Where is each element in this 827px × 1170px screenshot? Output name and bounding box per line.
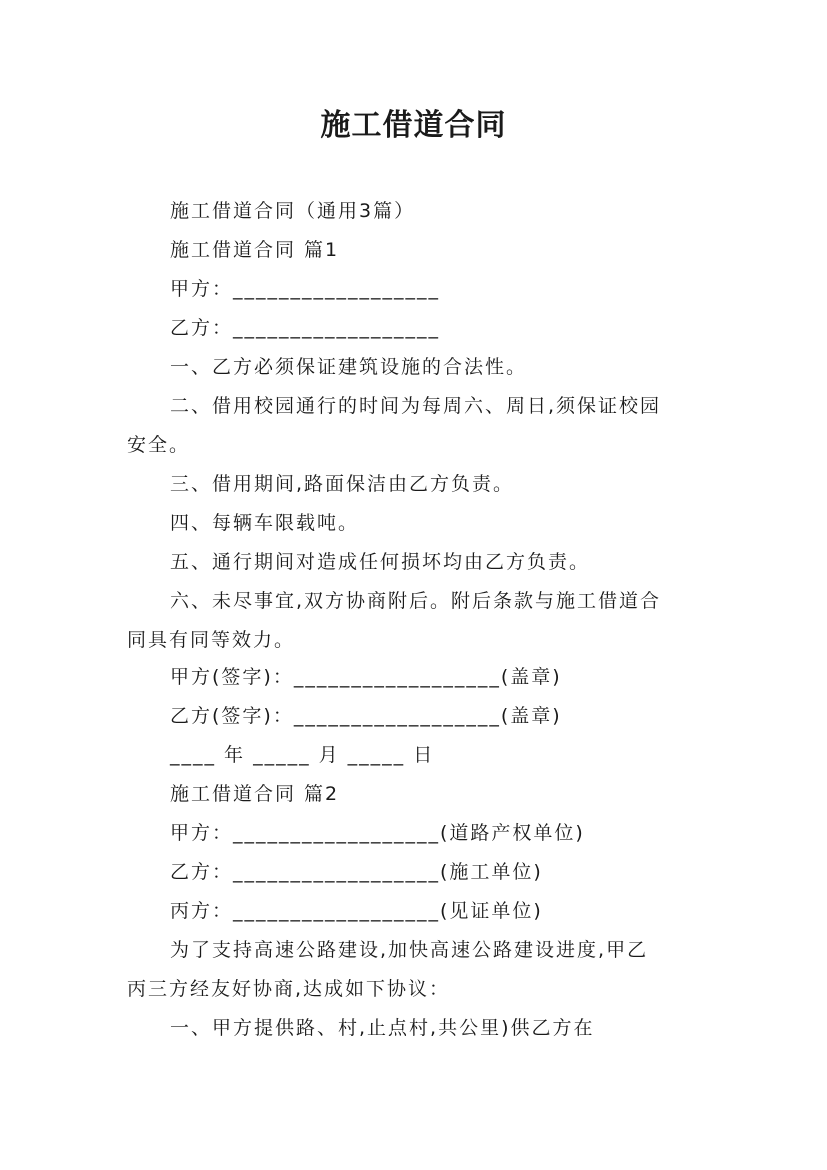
section-heading-1: 施工借道合同 篇1 — [170, 239, 340, 261]
clause-6-continued: 同具有同等效力。 — [127, 629, 296, 651]
clause-6: 六、未尽事宜,双方协商附后。附后条款与施工借道合 — [170, 590, 662, 612]
document-title: 施工借道合同 — [320, 108, 507, 143]
section-heading-2: 施工借道合同 篇2 — [170, 783, 340, 805]
intro-paragraph: 为了支持高速公路建设,加快高速公路建设进度,甲乙 — [170, 939, 649, 961]
subtitle-line: 施工借道合同（通用3篇） — [170, 200, 416, 222]
clause-1: 一、乙方必须保证建筑设施的合法性。 — [170, 356, 528, 378]
party-b-signature-line: 乙方(签字)：__________________(盖章) — [170, 705, 562, 727]
section-2-clause-1: 一、甲方提供路、村,止点村,共公里)供乙方在 — [170, 1017, 595, 1039]
party-a-road-owner-line: 甲方：__________________(道路产权单位) — [170, 822, 585, 844]
clause-4: 四、每辆车限载吨。 — [170, 512, 360, 534]
party-a-line: 甲方：__________________ — [170, 278, 441, 300]
intro-paragraph-continued: 丙三方经友好协商,达成如下协议： — [127, 978, 451, 1000]
clause-2-continued: 安全。 — [127, 434, 191, 456]
date-line: ____ 年 _____ 月 _____ 日 — [170, 744, 435, 766]
party-b-line: 乙方：__________________ — [170, 317, 441, 339]
clause-2: 二、借用校园通行的时间为每周六、周日,须保证校园 — [170, 395, 662, 417]
party-a-signature-line: 甲方(签字)：__________________(盖章) — [170, 666, 562, 688]
party-c-witness-line: 丙方：__________________(见证单位) — [170, 900, 543, 922]
clause-5: 五、通行期间对造成任何损坏均由乙方负责。 — [170, 551, 591, 573]
party-b-contractor-line: 乙方：__________________(施工单位) — [170, 861, 543, 883]
clause-3: 三、借用期间,路面保洁由乙方负责。 — [170, 473, 515, 495]
